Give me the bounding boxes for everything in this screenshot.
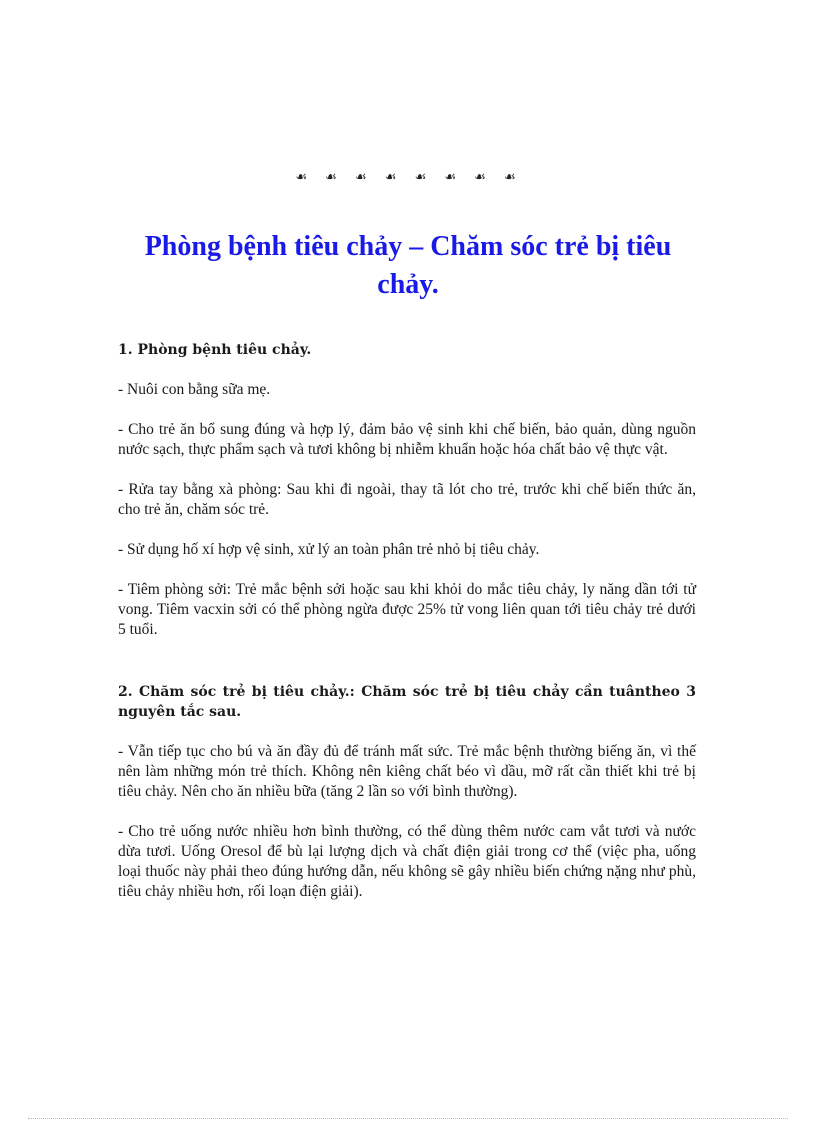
fleuron-icon: ☙ [354,170,372,185]
paragraph: - Nuôi con bằng sữa mẹ. [118,381,271,398]
page-bottom-rule [28,1118,788,1119]
section-heading-prevention: 1. Phòng bệnh tiêu chảy. [118,342,312,358]
fleuron-icon: ☙ [414,170,432,185]
fleuron-icon: ☙ [503,170,521,185]
document-body [118,340,696,922]
section-heading-care: 2. Chăm sóc trẻ bị tiêu chảy.: Chăm sóc trẻ bị tiêu chảy cần tuântheo 3 nguyên tắc sau. [118,684,696,720]
paragraph: - Rửa tay bằng xà phòng: Sau khi đi ngoài, thay tã lót cho trẻ, trước khi chế biến thức ăn, cho trẻ ăn, chăm sóc trẻ. [118,481,696,518]
fleuron-icon: ☙ [444,170,462,185]
fleuron-icon: ☙ [325,170,342,185]
fleuron-icon: ☙ [295,170,313,185]
section-spacer [118,660,696,682]
fleuron-icon: ☙ [384,170,402,185]
paragraph: - Tiêm phòng sởi: Trẻ mắc bệnh sởi hoặc sau khi khỏi do mắc tiêu chảy, ly năng dần tới tử vong. Tiêm vacxin sởi có thể phòng ngừa được 25% tử vong liên quan tới tiêu chảy trẻ dưới 5 tuổi. [118,581,696,638]
paragraph: - Vẫn tiếp tục cho bú và ăn đầy đủ để tránh mất sức. Trẻ mắc bệnh thường biếng ăn, vì thế nên làm những món trẻ thích. Không nên kiêng chất béo vì dầu, mỡ rất cần thiết khi trẻ bị tiêu chảy. Nên cho ăn nhiều bữa (tăng 2 lần so với bình thường). [118,743,696,800]
paragraph: - Sử dụng hố xí hợp vệ sinh, xử lý an toàn phân trẻ nhỏ bị tiêu chảy. [118,541,540,558]
fleuron-icon: ☙ [474,170,491,185]
paragraph: - Cho trẻ ăn bổ sung đúng và hợp lý, đảm bảo vệ sinh khi chế biến, bảo quản, dùng nguồn nước sạch, thực phẩm sạch và tươi không bị nhiễm khuẩn hoặc hóa chất bảo vệ thực vật. [118,421,696,458]
ornament-row [0,170,816,185]
paragraph: - Cho trẻ uống nước nhiều hơn bình thường, có thể dùng thêm nước cam vắt tươi và nước dừa tươi. Uống Oresol để bù lại lượng dịch và chất điện giải trong cơ thể (việc pha, uống loại thuốc này phải theo đúng hướng dẫn, nếu không sẽ gây nhiều biến chứng nặng như phù, tiêu chảy nhiều hơn, rối loạn điện giải). [118,823,696,900]
document-title: Phòng bệnh tiêu chảy – Chăm sóc trẻ bị tiêu chảy. [144,231,672,300]
